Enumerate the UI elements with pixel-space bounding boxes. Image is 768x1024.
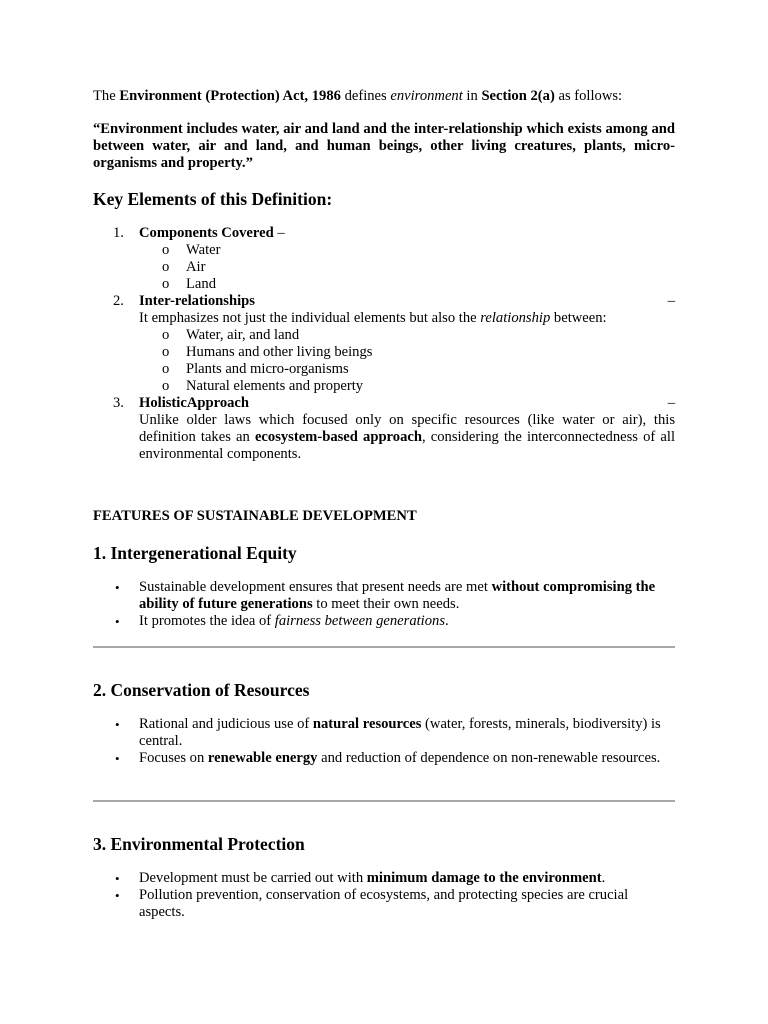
item-number: 2. — [113, 293, 124, 309]
sub-item — [93, 242, 675, 259]
sub-item-text: Land — [186, 276, 216, 292]
sub-item-text: Natural elements and property — [186, 378, 364, 394]
item-description — [93, 310, 675, 327]
bullet-item — [93, 716, 675, 750]
intro-text: in — [462, 88, 482, 104]
bullet-emphasis: fairness between generations — [274, 613, 446, 629]
sub-item-text: Air — [186, 259, 206, 275]
section-ref: Section 2(a) — [481, 88, 555, 104]
section-bullets — [93, 870, 675, 921]
item-number: 3. — [113, 395, 124, 411]
bullet-text: to meet their own needs. — [312, 596, 460, 612]
bullet-text: Development must be carried out with — [139, 870, 367, 886]
bullet-text: . — [601, 870, 606, 886]
section-bullets — [93, 579, 675, 630]
horizontal-divider — [93, 800, 675, 802]
features-heading: FEATURES OF SUSTAINABLE DEVELOPMENT — [93, 508, 417, 524]
sub-item — [93, 361, 675, 378]
sub-marker: o — [162, 361, 170, 377]
sub-item — [93, 378, 675, 395]
bullet-bold: natural resources — [312, 716, 422, 732]
description-text: between: — [550, 310, 607, 326]
sub-marker: o — [162, 327, 170, 343]
bullet-item — [93, 613, 675, 630]
sub-marker: o — [162, 378, 170, 394]
bullet-marker: • — [115, 580, 120, 595]
bullet-bold: minimum damage to the environment — [366, 870, 602, 886]
bullet-text: . — [445, 613, 449, 629]
bullet-text: and reduction of dependence on non-renewable resources. — [317, 750, 661, 766]
intro-text: defines — [340, 88, 391, 104]
item-title: HolisticApproach — [139, 395, 250, 411]
sub-item-text: Water — [186, 242, 221, 258]
bullet-marker: • — [115, 614, 120, 629]
key-element-item — [93, 293, 675, 310]
intro-text: as follows: — [554, 88, 623, 104]
bullet-marker: • — [115, 888, 120, 903]
description-text: Unlike older laws which focused only on specific resources (like water or air), this definition takes an — [139, 412, 675, 445]
item-dash: – — [667, 395, 675, 411]
bullet-item — [93, 870, 675, 887]
bullet-bold: without compromising the ability of future generations — [139, 579, 656, 612]
item-description — [93, 412, 675, 463]
sub-item-text: Water, air, and land — [186, 327, 300, 343]
bullet-bold: renewable energy — [207, 750, 318, 766]
horizontal-divider — [93, 646, 675, 648]
description-text: It emphasizes not just the individual elements but also the — [139, 310, 481, 326]
item-dash: – — [667, 293, 675, 309]
sub-item-text: Plants and micro-organisms — [186, 361, 349, 377]
item-dash: – — [273, 225, 285, 241]
bullet-text: Sustainable development ensures that present needs are met — [139, 579, 492, 595]
sub-marker: o — [162, 276, 170, 292]
bullet-text: Focuses on — [139, 750, 208, 766]
sub-item-text: Humans and other living beings — [186, 344, 373, 360]
intro-text: The — [93, 88, 120, 104]
environment-term: environment — [390, 88, 463, 104]
key-elements-list — [93, 225, 675, 463]
bullet-text: Pollution prevention, conservation of ecosystems, and protecting species are crucial aspects. — [139, 887, 629, 920]
sub-item — [93, 327, 675, 344]
key-elements-heading: Key Elements of this Definition: — [93, 189, 333, 209]
description-bold: ecosystem-based approach — [254, 429, 422, 445]
bullet-item — [93, 750, 675, 767]
section-bullets — [93, 716, 675, 767]
description-text: , considering the interconnectedness of all environmental components. — [139, 429, 676, 462]
sub-item — [93, 276, 675, 293]
bullet-marker: • — [115, 751, 120, 766]
sub-marker: o — [162, 344, 170, 360]
bullet-text: Rational and judicious use of — [139, 716, 313, 732]
intro-paragraph — [93, 88, 675, 105]
section-heading: 3. Environmental Protection — [93, 834, 305, 854]
bullet-item — [93, 579, 675, 613]
sub-marker: o — [162, 242, 170, 258]
section-heading: 2. Conservation of Resources — [93, 680, 310, 700]
sub-item — [93, 259, 675, 276]
item-number: 1. — [113, 225, 124, 241]
sub-marker: o — [162, 259, 170, 275]
section-heading: 1. Intergenerational Equity — [93, 543, 297, 563]
bullet-marker: • — [115, 717, 120, 732]
sub-item — [93, 344, 675, 361]
bullet-marker: • — [115, 871, 120, 886]
bullet-text: It promotes the idea of — [139, 613, 275, 629]
key-element-item — [93, 395, 675, 412]
description-emphasis: relationship — [480, 310, 551, 326]
act-name: Environment (Protection) Act, 1986 — [119, 88, 341, 104]
bullet-text: (water, forests, minerals, biodiversity) is central. — [139, 716, 661, 749]
item-title: Inter-relationships — [139, 293, 255, 309]
bullet-item — [93, 887, 675, 921]
definition-quote: “Environment includes water, air and land and the inter-relationship which exists among and between water, air and land, and human beings, other living creatures, plants, micro-organisms and property.” — [93, 121, 675, 171]
key-element-item — [93, 225, 675, 242]
item-title: Components Covered — [139, 225, 274, 241]
